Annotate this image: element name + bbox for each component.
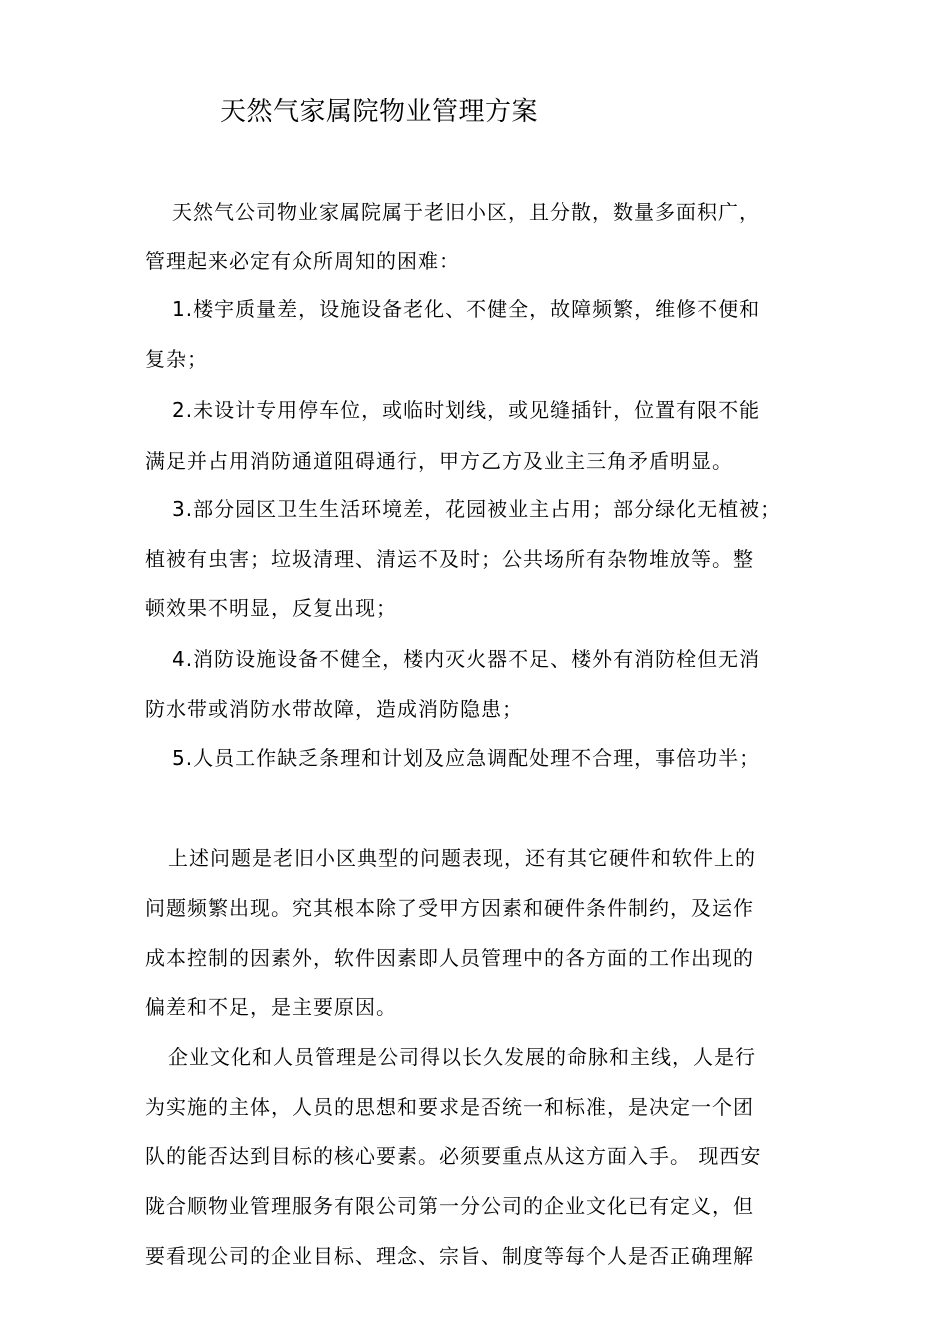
paragraph-line: 成本控制的因素外，软件因素即人员管理中的各方面的工作出现的 — [145, 946, 754, 970]
paragraph-line: 企业文化和人员管理是公司得以长久发展的命脉和主线，人是行 — [168, 1045, 756, 1069]
list-item-line: 3.部分园区卫生生活环境差，花园被业主占用；部分绿化无植被； — [172, 497, 782, 521]
list-item-line: 植被有虫害；垃圾清理、清运不及时；公共场所有杂物堆放等。整 — [145, 547, 754, 571]
paragraph-line: 队的能否达到目标的核心要素。必须要重点从这方面入手。 现西安 — [145, 1144, 762, 1168]
paragraph-line: 管理起来必定有众所周知的困难： — [145, 249, 460, 273]
paragraph-line: 上述问题是老旧小区典型的问题表现，还有其它硬件和软件上的 — [168, 846, 756, 870]
paragraph-line: 偏差和不足，是主要原因。 — [145, 995, 397, 1019]
list-item-line: 满足并占用消防通道阻碍通行，甲方乙方及业主三角矛盾明显。 — [145, 449, 733, 473]
list-item-line: 防水带或消防水带故障，造成消防隐患； — [145, 697, 523, 721]
document-title: 天然气家属院物业管理方案 — [220, 97, 539, 127]
list-item-line: 2.未设计专用停车位，或临时划线，或见缝插针，位置有限不能 — [172, 398, 761, 422]
list-item-line: 5.人员工作缺乏条理和计划及应急调配处理不合理，事倍功半； — [172, 746, 761, 770]
list-item-line: 4.消防设施设备不健全，楼内灭火器不足、楼外有消防栓但无消 — [172, 647, 761, 671]
paragraph-line: 天然气公司物业家属院属于老旧小区，且分散，数量多面积广， — [172, 200, 760, 224]
paragraph-line: 要看现公司的企业目标、理念、宗旨、制度等每个人是否正确理解 — [145, 1244, 754, 1268]
list-item-line: 1.楼宇质量差，设施设备老化、不健全，故障频繁，维修不便和 — [172, 297, 761, 321]
list-item-line: 顿效果不明显，反复出现； — [145, 596, 397, 620]
list-item-line: 复杂； — [145, 347, 208, 371]
paragraph-line: 为实施的主体，人员的思想和要求是否统一和标准，是决定一个团 — [145, 1095, 754, 1119]
paragraph-line: 陇合顺物业管理服务有限公司第一分公司的企业文化已有定义，但 — [145, 1194, 754, 1218]
paragraph-line: 问题频繁出现。究其根本除了受甲方因素和硬件条件制约，及运作 — [145, 896, 754, 920]
